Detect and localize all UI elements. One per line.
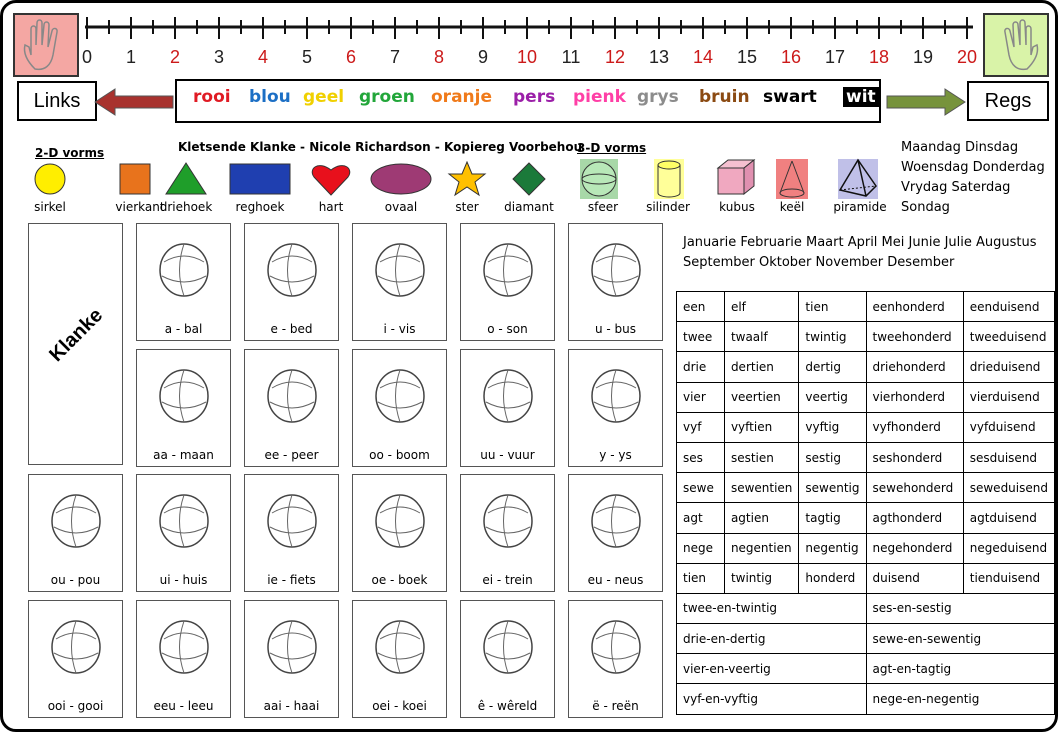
shape-label-keël: keël — [779, 200, 805, 214]
number-cell: tagtig — [799, 503, 866, 533]
compound-cell: nege-en-negentig — [866, 684, 1055, 714]
colors-box — [175, 79, 881, 123]
sketch-icon — [579, 232, 654, 312]
shape-label-reghoek: reghoek — [235, 200, 285, 214]
sketch-icon — [579, 609, 654, 689]
number-20: 20 — [956, 47, 978, 67]
compound-cell: sewe-en-sewentig — [866, 624, 1055, 654]
color-word-pers: pers — [513, 87, 556, 107]
left-hand-icon — [13, 13, 79, 77]
number-cell: eenduisend — [963, 292, 1054, 322]
number-0: 0 — [81, 47, 92, 67]
number-17: 17 — [824, 47, 846, 67]
klanke-title: Klanke — [45, 304, 108, 367]
number-4: 4 — [257, 47, 268, 67]
card-label: ei - trein — [482, 573, 533, 587]
number-9: 9 — [477, 47, 488, 67]
number-18: 18 — [868, 47, 890, 67]
card-label: uu - vuur — [480, 448, 535, 462]
color-word-bruin: bruin — [699, 87, 750, 107]
sphere-shape — [582, 162, 616, 196]
sketch-icon — [147, 232, 222, 312]
number-3: 3 — [213, 47, 224, 67]
klank-card — [244, 600, 339, 718]
number-cell: seshonderd — [866, 442, 963, 472]
color-word-groen: groen — [359, 87, 415, 107]
number-cell: sesduisend — [963, 442, 1054, 472]
number-cell: ses — [677, 442, 725, 472]
color-word-oranje: oranje — [431, 87, 492, 107]
number-cell: nege — [677, 533, 725, 563]
number-cell: een — [677, 292, 725, 322]
oval-shape — [371, 164, 431, 194]
number-row — [677, 382, 1055, 412]
number-cell: vyf — [677, 412, 725, 442]
number-16: 16 — [780, 47, 802, 67]
number-cell: tien — [677, 563, 725, 593]
number-cell: negentien — [724, 533, 798, 563]
sketch-icon — [471, 358, 546, 438]
number-line — [79, 13, 979, 73]
number-11: 11 — [561, 47, 581, 67]
klank-card — [28, 474, 123, 592]
card-label: ee - peer — [264, 448, 319, 462]
days-of-week: Maandag Dinsdag Woensdag Donderdag Vrydag Saterdag Sondag — [901, 140, 1045, 215]
number-cell: negeduisend — [963, 533, 1054, 563]
klank-card — [136, 349, 231, 467]
number-cell: veertien — [724, 382, 798, 412]
sketch-icon — [39, 609, 114, 689]
shapes-2d-row — [31, 161, 571, 201]
number-cell: agt — [677, 503, 725, 533]
number-cell: sestien — [724, 442, 798, 472]
number-cell: vierduisend — [963, 382, 1054, 412]
klank-card — [136, 474, 231, 592]
card-label: oei - koei — [372, 699, 427, 713]
sketch-icon — [471, 483, 546, 563]
number-cell: tien — [799, 292, 866, 322]
number-row — [677, 503, 1055, 533]
number-cell: veertig — [799, 382, 866, 412]
shapes-3d-row — [578, 158, 888, 202]
sketch-icon — [579, 483, 654, 563]
card-label: ie - fiets — [267, 573, 316, 587]
number-cell: sewehonderd — [866, 473, 963, 503]
klank-card — [568, 223, 663, 341]
number-cell: agthonderd — [866, 503, 963, 533]
number-row — [677, 292, 1055, 322]
klank-card — [568, 600, 663, 718]
sketch-icon — [363, 358, 438, 438]
right-hand-icon — [983, 13, 1049, 77]
number-5: 5 — [301, 47, 312, 67]
card-label: y - ys — [599, 448, 632, 462]
number-cell: tienduisend — [963, 563, 1054, 593]
shape-label-ster: ster — [455, 200, 479, 214]
number-row — [677, 563, 1055, 593]
compound-cell: twee-en-twintig — [677, 593, 867, 623]
color-word-swart: swart — [763, 87, 817, 107]
card-label: ui - huis — [159, 573, 208, 587]
klank-card — [352, 600, 447, 718]
number-cell: sewentig — [799, 473, 866, 503]
left-arrow-icon — [93, 87, 175, 117]
sketch-icon — [363, 232, 438, 312]
klank-card — [136, 600, 231, 718]
klank-card — [568, 474, 663, 592]
number-cell: twintig — [724, 563, 798, 593]
shape-label-silinder: silinder — [646, 200, 690, 214]
heart-shape — [312, 166, 350, 195]
star-shape — [449, 162, 485, 195]
compound-cell: vyf-en-vyftig — [677, 684, 867, 714]
klank-card — [352, 223, 447, 341]
card-label: ê - wêreld — [477, 699, 538, 713]
number-cell: twaalf — [724, 322, 798, 352]
shape-label-kubus: kubus — [719, 200, 755, 214]
number-cell: honderd — [799, 563, 866, 593]
triangle-shape — [166, 163, 206, 194]
shape-label-sfeer: sfeer — [587, 200, 619, 214]
number-cell: vierhonderd — [866, 382, 963, 412]
number-cell: sestig — [799, 442, 866, 472]
card-label: oo - boom — [369, 448, 430, 462]
shape-label-hart: hart — [318, 200, 344, 214]
number-cell: negehonderd — [866, 533, 963, 563]
compound-row — [677, 593, 1055, 623]
number-cell: seweduisend — [963, 473, 1054, 503]
number-cell: drieduisend — [963, 352, 1054, 382]
number-cell: dertien — [724, 352, 798, 382]
sketch-icon — [363, 609, 438, 689]
number-6: 6 — [345, 47, 356, 67]
number-13: 13 — [648, 47, 670, 67]
number-8: 8 — [433, 47, 444, 67]
sketch-icon — [147, 609, 222, 689]
number-cell: sewe — [677, 473, 725, 503]
number-row — [677, 473, 1055, 503]
color-word-wit: wit — [843, 87, 879, 107]
number-cell: tweeduisend — [963, 322, 1054, 352]
color-word-pienk: pienk — [573, 87, 626, 107]
compound-row — [677, 624, 1055, 654]
header-title: Kletsende Klanke - Nicole Richardson - Kopiereg Voorbehou — [178, 140, 583, 154]
sketch-icon — [363, 483, 438, 563]
klank-card — [568, 349, 663, 467]
shapes-2d-title: 2-D vorms — [35, 146, 105, 160]
shapes-3d-title: 3-D vorms — [577, 141, 647, 155]
card-label: i - vis — [383, 322, 416, 336]
klanke-title-card — [28, 223, 123, 465]
number-14: 14 — [692, 47, 714, 67]
number-row — [677, 322, 1055, 352]
number-cell: vyftien — [724, 412, 798, 442]
klank-card — [352, 349, 447, 467]
card-label: e - bed — [270, 322, 313, 336]
number-12: 12 — [604, 47, 626, 67]
number-19: 19 — [912, 47, 934, 67]
number-row — [677, 352, 1055, 382]
card-label: ë - reën — [592, 699, 639, 713]
klank-card — [244, 223, 339, 341]
card-label: a - bal — [164, 322, 203, 336]
color-word-grys: grys — [637, 87, 679, 107]
number-cell: tweehonderd — [866, 322, 963, 352]
sketch-icon — [255, 609, 330, 689]
color-word-rooi: rooi — [193, 87, 231, 107]
sketch-icon — [471, 232, 546, 312]
sketch-icon — [147, 358, 222, 438]
regs-label: Regs — [967, 81, 1049, 121]
links-label: Links — [17, 81, 97, 121]
sketch-icon — [471, 609, 546, 689]
number-cell: dertig — [799, 352, 866, 382]
sketch-icon — [255, 232, 330, 312]
number-7: 7 — [389, 47, 400, 67]
number-row — [677, 442, 1055, 472]
klank-card — [244, 349, 339, 467]
compound-cell: drie-en-dertig — [677, 624, 867, 654]
klank-card — [244, 474, 339, 592]
card-label: o - son — [487, 322, 528, 336]
sketch-icon — [255, 483, 330, 563]
number-words-table — [676, 291, 1055, 715]
number-cell: driehonderd — [866, 352, 963, 382]
number-cell: agtien — [724, 503, 798, 533]
sketch-icon — [39, 483, 114, 563]
right-arrow-icon — [885, 87, 967, 117]
circle-shape — [35, 164, 65, 194]
klank-card — [352, 474, 447, 592]
card-label: ou - pou — [50, 573, 101, 587]
klank-card — [460, 600, 555, 718]
compound-row — [677, 654, 1055, 684]
klank-card — [136, 223, 231, 341]
diamond-shape — [513, 163, 545, 195]
shape-label-piramide: piramide — [833, 200, 887, 214]
number-cell: elf — [724, 292, 798, 322]
number-1: 1 — [125, 47, 136, 67]
number-cell: sewentien — [724, 473, 798, 503]
number-cell: vier — [677, 382, 725, 412]
cube-shape — [718, 160, 754, 194]
shape-label-sirkel: sirkel — [34, 200, 66, 214]
sketch-icon — [147, 483, 222, 563]
number-cell: agtduisend — [963, 503, 1054, 533]
card-label: aa - maan — [153, 448, 214, 462]
rectangle-shape — [230, 164, 290, 194]
card-label: eeu - leeu — [153, 699, 214, 713]
number-cell: drie — [677, 352, 725, 382]
number-cell: eenhonderd — [866, 292, 963, 322]
number-cell: negentig — [799, 533, 866, 563]
number-cell: vyfduisend — [963, 412, 1054, 442]
number-cell: vyfhonderd — [866, 412, 963, 442]
number-cell: twintig — [799, 322, 866, 352]
compound-cell: agt-en-tagtig — [866, 654, 1055, 684]
shape-label-diamant: diamant — [504, 200, 554, 214]
number-10: 10 — [516, 47, 538, 67]
klank-card — [28, 600, 123, 718]
compound-cell: ses-en-sestig — [866, 593, 1055, 623]
compound-row — [677, 684, 1055, 714]
shape-label-ovaal: ovaal — [384, 200, 418, 214]
number-cell: vyftig — [799, 412, 866, 442]
number-15: 15 — [736, 47, 758, 67]
klank-card — [460, 223, 555, 341]
color-word-geel: geel — [303, 87, 345, 107]
months-of-year: Januarie Februarie Maart April Mei Junie Julie Augustus September Oktober November Desember — [683, 235, 1037, 270]
number-cell: twee — [677, 322, 725, 352]
color-word-blou: blou — [249, 87, 291, 107]
shape-label-vierkant: vierkant — [115, 200, 165, 214]
shape-label-driehoek: driehoek — [159, 200, 213, 214]
number-2: 2 — [169, 47, 180, 67]
compound-cell: vier-en-veertig — [677, 654, 867, 684]
number-row — [677, 412, 1055, 442]
number-cell: duisend — [866, 563, 963, 593]
klank-card — [460, 349, 555, 467]
card-label: eu - neus — [587, 573, 644, 587]
number-row — [677, 533, 1055, 563]
card-label: u - bus — [594, 322, 637, 336]
card-label: aai - haai — [263, 699, 320, 713]
card-label: oe - boek — [371, 573, 428, 587]
card-label: ooi - gooi — [47, 699, 104, 713]
klank-card — [460, 474, 555, 592]
sketch-icon — [579, 358, 654, 438]
square-shape — [120, 164, 150, 194]
sketch-icon — [255, 358, 330, 438]
